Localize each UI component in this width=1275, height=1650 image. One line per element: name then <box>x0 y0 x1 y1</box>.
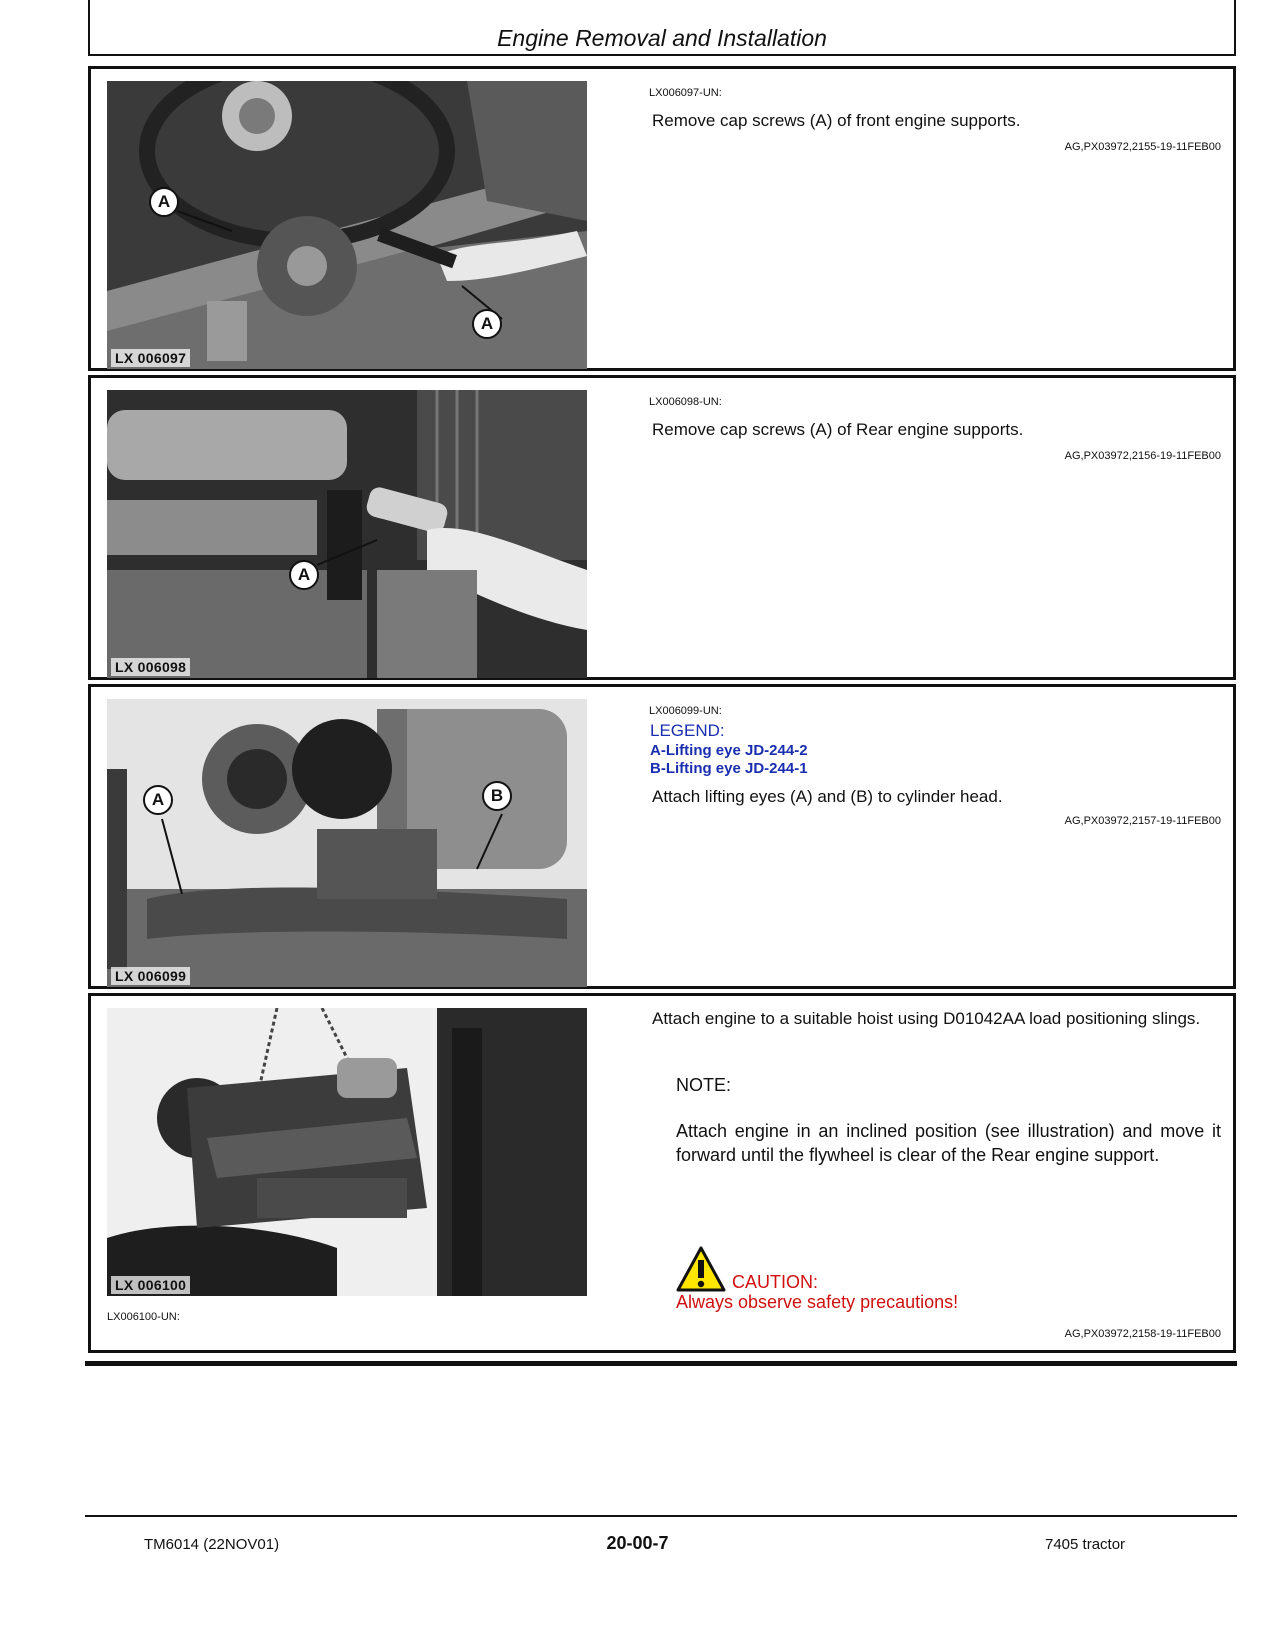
note-label: NOTE: <box>676 1075 732 1095</box>
instruction-text: Remove cap screws (A) of front engine supports. <box>652 111 1021 130</box>
footer-manual-id: TM6014 (22NOV01) <box>144 1536 280 1553</box>
figure-ref: LX006100-UN: <box>107 1311 180 1323</box>
caution-text: Always observe safety precautions! <box>676 1292 959 1312</box>
figure-ref: LX006099-UN: <box>649 705 722 717</box>
legend-item: A-Lifting eye JD-244-2 <box>650 742 808 759</box>
photo-label: LX 006098 <box>111 658 190 676</box>
doc-code: AG,PX03972,2155-19-11FEB00 <box>1064 141 1221 153</box>
figure-ref: LX006098-UN: <box>649 396 722 408</box>
instruction-text: Attach lifting eyes (A) and (B) to cylinder head. <box>652 787 1003 806</box>
footer-page-number: 20-00-7 <box>606 1533 669 1553</box>
procedure-step-3 <box>88 684 1236 989</box>
procedure-step-2 <box>88 375 1236 680</box>
photo-illustration <box>107 390 587 678</box>
doc-code: AG,PX03972,2156-19-11FEB00 <box>1064 450 1221 462</box>
instruction-text: Attach engine to a suitable hoist using D01042AA load positioning slings. <box>652 1009 1201 1028</box>
footer-model: 7405 tractor <box>1045 1536 1126 1553</box>
photo-lifting-eyes <box>107 699 587 987</box>
photo-engine-on-hoist <box>107 1008 587 1296</box>
instruction-text: Remove cap screws (A) of Rear engine supports. <box>652 420 1024 439</box>
footer-rule <box>85 1515 1237 1517</box>
warning-triangle-icon <box>676 1246 726 1292</box>
callout-b: B <box>482 781 512 811</box>
procedure-step-4 <box>88 993 1236 1353</box>
photo-label: LX 006099 <box>111 967 190 985</box>
caution-label: CAUTION: <box>732 1272 819 1292</box>
photo-label: LX 006100 <box>111 1276 190 1294</box>
title-box <box>88 0 1236 56</box>
callout-a: A <box>149 187 179 217</box>
photo-front-engine-supports <box>107 81 587 369</box>
doc-code: AG,PX03972,2157-19-11FEB00 <box>1064 815 1221 827</box>
callout-a: A <box>143 785 173 815</box>
doc-code: AG,PX03972,2158-19-11FEB00 <box>1064 1328 1221 1340</box>
photo-rear-engine-supports <box>107 390 587 678</box>
photo-illustration <box>107 1008 587 1296</box>
callout-a: A <box>472 309 502 339</box>
legend-title: LEGEND: <box>650 721 725 740</box>
photo-illustration <box>107 699 587 987</box>
photo-label: LX 006097 <box>111 349 190 367</box>
legend-item: B-Lifting eye JD-244-1 <box>650 760 808 777</box>
page-title: Engine Removal and Installation <box>497 25 827 51</box>
figure-ref: LX006097-UN: <box>649 87 722 99</box>
callout-a: A <box>289 560 319 590</box>
photo-illustration <box>107 81 587 369</box>
section-end-rule <box>85 1361 1237 1366</box>
procedure-step-1 <box>88 66 1236 371</box>
note-text: Attach engine in an inclined position (see illustration) and move it forward until the flywheel is clear of the Rear engine support. <box>676 1121 1221 1165</box>
